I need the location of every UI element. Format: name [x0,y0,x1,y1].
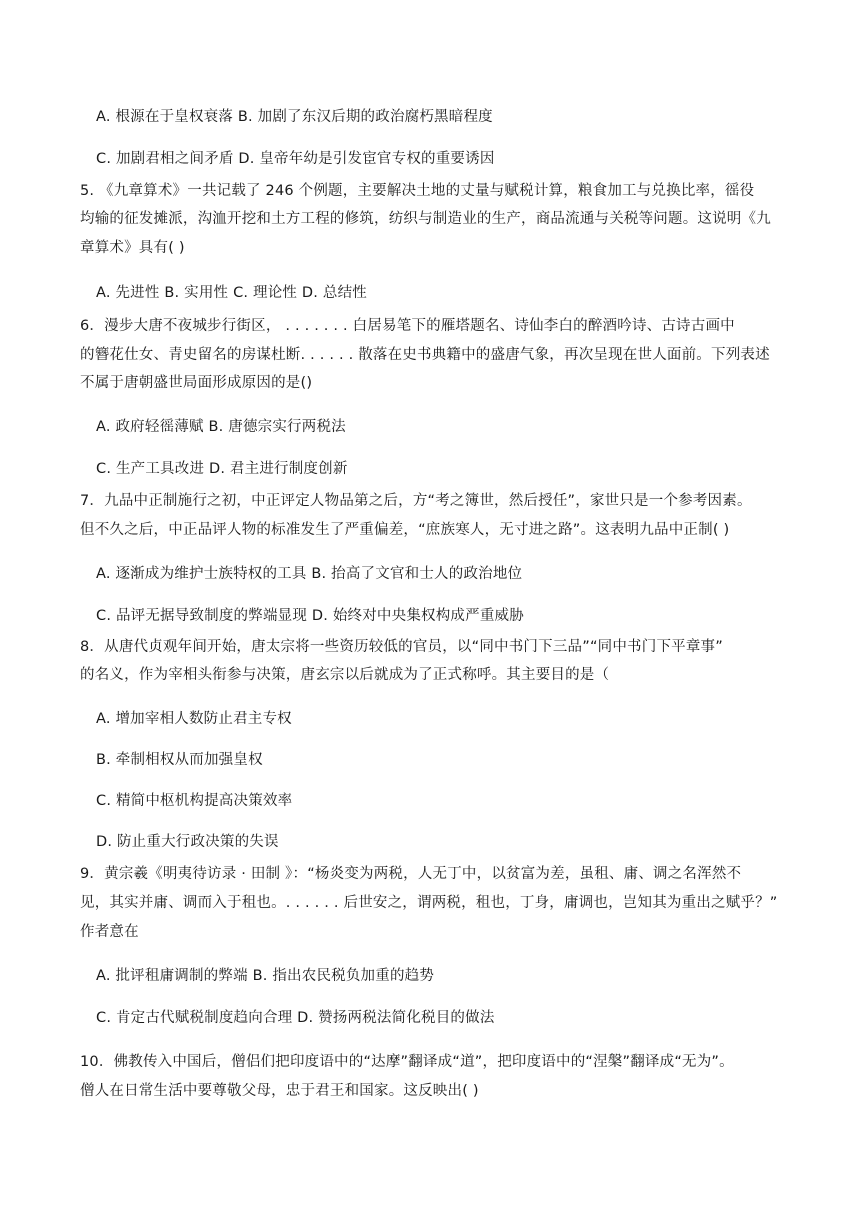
question-6-line-2: 的簪花仕女、青史留名的房谋杜断. . . . . . 散落在史书典籍中的盛唐气象，再次呈现在世人面前。下列表述 [80,347,770,363]
question-9-line-1: 9．黄宗羲《明夷待访录 · 田制 》：“杨炎变为两税，人无丁中，以贫富为差，虽租、庸、调之名浑然不 [80,866,742,882]
question-6-line-1: 6．漫步大唐不夜城步行街区， . . . . . . . 白居易笔下的雁塔题名、诗仙李白的醉酒吟诗、古诗古画中 [80,318,735,334]
option-line: A. 逐渐成为维护士族特权的工具 B. 抬高了文官和士人的政治地位 [96,566,523,582]
question-5-line-3: 章算术》具有( ) [80,240,185,256]
question-9-line-3: 作者意在 [80,924,139,940]
option-line: C. 生产工具改进 D. 君主进行制度创新 [96,461,348,477]
option-line: C. 加剧君相之间矛盾 D. 皇帝年幼是引发宦官专权的重要诱因 [96,151,495,167]
option-line: A. 增加宰相人数防止君主专权 [96,711,292,727]
question-10-line-1: 10．佛教传入中国后，僧侣们把印度语中的“达摩”翻译成“道”，把印度语中的“涅槃”翻译成“无为”。 [80,1054,734,1070]
question-9-line-2: 见，其实并庸、调而入于租也。. . . . . . 后世安之，谓两税，租也，丁身，庸调也，岂知其为重出之赋乎？” [80,895,778,911]
option-line: B. 牵制相权从而加强皇权 [96,752,263,768]
option-line: A. 根源在于皇权衰落 B. 加剧了东汉后期的政治腐朽黑暗程度 [96,109,493,125]
option-line: C. 肯定古代赋税制度趋向合理 D. 赞扬两税法简化税目的做法 [96,1010,495,1026]
option-line: C. 精简中枢机构提高决策效率 [96,793,293,809]
option-line: C. 品评无据导致制度的弊端显现 D. 始终对中央集权构成严重威胁 [96,608,524,624]
question-7-line-2: 但不久之后，中正品评人物的标准发生了严重偏差，“庶族寒人，无寸进之路”。这表明九品中正制( ) [80,522,730,538]
question-6-line-3: 不属于唐朝盛世局面形成原因的是() [80,375,313,391]
option-line: D. 防止重大行政决策的失误 [96,834,279,850]
question-5-line-2: 均输的征发摊派，沟洫开挖和土方工程的修筑，纺织与制造业的生产，商品流通与关税等问题。这说明《九 [80,211,771,227]
question-7-line-1: 7．九品中正制施行之初，中正评定人物品第之后，方“考之簿世，然后授任”，家世只是一个参考因素。 [80,493,752,509]
question-5-line-1: 5. 《九章算术》一共记载了 246 个例题，主要解决土地的丈量与赋税计算，粮食加工与兑换比率，徭役 [80,183,755,199]
question-10-line-2: 僧人在日常生活中要尊敬父母，忠于君王和国家。这反映出( ) [80,1083,479,1099]
option-line: A. 政府轻徭薄赋 B. 唐德宗实行两税法 [96,419,346,435]
question-8-line-2: 的名义，作为宰相头衔参与决策，唐玄宗以后就成为了正式称呼。其主要目的是（ [80,667,610,683]
question-8-line-1: 8．从唐代贞观年间开始，唐太宗将一些资历较低的官员，以“同中书门下三品”“同中书门下平章事” [80,639,723,655]
option-line: A. 先进性 B. 实用性 C. 理论性 D. 总结性 [96,285,368,301]
option-line: A. 批评租庸调制的弊端 B. 指出农民税负加重的趋势 [96,968,435,984]
